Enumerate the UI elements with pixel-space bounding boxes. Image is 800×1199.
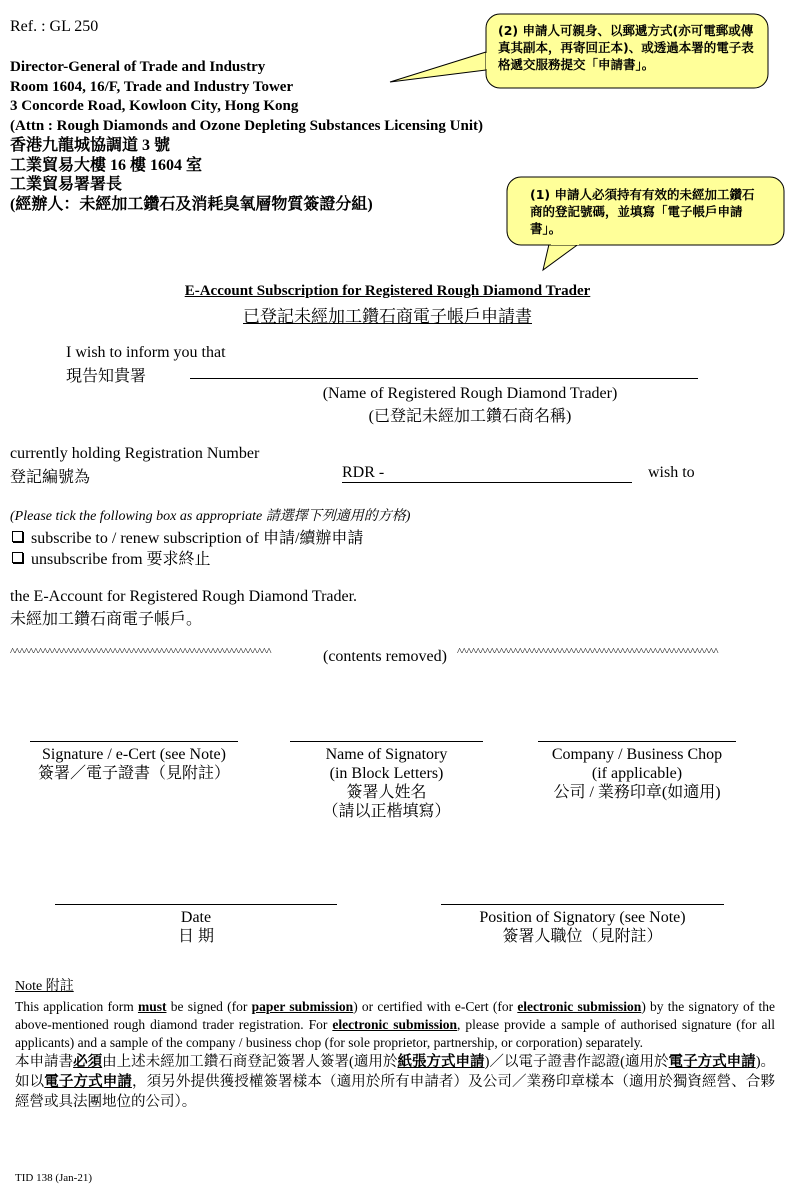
registration-number-field[interactable] [342,482,632,483]
registration-label-en: currently holding Registration Number [10,445,260,462]
note-heading: Note 附註 [15,979,74,994]
callout-1-text: (1) 申請人必須持有有效的未經加工鑽石商的登記號碼，並填寫「電子帳戶申請書」。 [530,187,755,236]
rdr-prefix: RDR - [342,464,385,481]
option-unsubscribe[interactable] [12,546,211,569]
address-line: 3 Concorde Road, Kowloon City, Hong Kong [10,98,299,114]
tick-instruction: (Please tick the following box as appropriate 請選擇下列適用的方格) [10,509,411,524]
note-section [15,975,775,1112]
note-english: This application form must be signed (for paper submission) or certified with e-Cert (for electronic submission) by the signatory of the above-mentioned rough diamond trader registration. For electronic submission, please provide a sample of authorised signature (for all applicants) and a sample of the company / business chop (for sole proprietor, partnership, or corporation) separately. [15,999,775,1050]
checkbox-subscribe[interactable] [12,531,23,542]
trader-name-caption-zh: (已登記未經加工鑽石商名稱) [368,408,572,425]
removed-marker-right: ^^^^^^^^^^^^^^^^^^^^^^^^^^^^^^^^^^^^^^^^^^^^^^^^^^^^^^^^ [457,646,719,658]
form-code: TID 138 (Jan-21) [15,1172,92,1184]
date-caption: Date 日 期 [177,909,214,945]
address-line: Director-General of Trade and Industry [10,59,266,75]
address-line: (Attn : Rough Diamonds and Ozone Depleting Substances Licensing Unit) [10,117,483,134]
option-subscribe[interactable] [12,525,363,548]
address-line-zh: 香港九龍城協調道 3 號 [10,137,171,154]
signatory-name-field[interactable] [290,741,483,742]
callout-2-text: (2) 申請人可親身、以郵遞方式(亦可電郵或傳真其副本，再寄回正本)、或透過本署的電子表格遞交服務提交「申請書」。 [498,23,754,72]
reference-number: Ref. : GL 250 [10,18,99,35]
contents-removed-label: (contents removed) [323,648,447,665]
inform-label-zh: 現告知貴署 [66,368,147,385]
signature-field[interactable] [30,741,238,742]
form-title-zh: 已登記未經加工鑽石商電子帳戶申請書 [243,307,532,327]
trader-name-caption-en: (Name of Registered Rough Diamond Trader) [322,385,618,402]
registration-label-zh: 登記編號為 [10,469,91,486]
account-label-en: the E-Account for Registered Rough Diamond Trader. [10,588,358,605]
option-subscribe-label: subscribe to / renew subscription of 申請/續辦申請 [31,530,364,547]
position-caption: Position of Signatory (see Note) 簽署人職位（見附註） [479,909,686,945]
company-chop-caption: Company / Business Chop (if applicable) 公司 / 業務印章(如適用) [551,746,723,801]
wish-to-label: wish to [648,464,695,481]
trader-name-field[interactable] [190,378,698,379]
address-line: Room 1604, 16/F, Trade and Industry Tower [10,78,294,95]
note-chinese: 本申請書必須由上述未經加工鑽石商登記簽署人簽署(適用於紙張方式申請)／以電子證書作認證(適用於電子方式申請)。如以電子方式申請，須另外提供獲授權簽署樣本（適用於所有申請者）及公司／業務印章樣本（適用於獨資經營、合夥經營或具法團地位的公司）。 [15,1054,776,1110]
option-unsubscribe-label: unsubscribe from 要求終止 [31,551,211,568]
address-line-zh: 工業貿易大樓 16 樓 1604 室 [10,156,203,174]
signature-caption: Signature / e-Cert (see Note) 簽署／電子證書（見附註） [37,746,230,782]
date-field[interactable] [55,904,337,905]
checkbox-unsubscribe[interactable] [12,552,23,563]
address-line-zh: (經辦人：未經加工鑽石及消耗臭氧層物質簽證分組) [10,195,373,213]
account-label-zh: 未經加工鑽石商電子帳戶。 [10,611,203,628]
removed-marker-left: ^^^^^^^^^^^^^^^^^^^^^^^^^^^^^^^^^^^^^^^^^^^^^^^^^^^^^^^^ [10,646,272,658]
inform-label-en: I wish to inform you that [66,344,226,361]
signatory-position-field[interactable] [441,904,724,905]
address-line-zh: 工業貿易署署長 [10,176,123,193]
company-chop-field[interactable] [538,741,736,742]
form-title-en: E-Account Subscription for Registered Rough Diamond Trader [184,283,591,299]
signatory-name-caption: Name of Signatory (in Block Letters) 簽署人姓名 （請以正楷填寫） [322,746,451,820]
